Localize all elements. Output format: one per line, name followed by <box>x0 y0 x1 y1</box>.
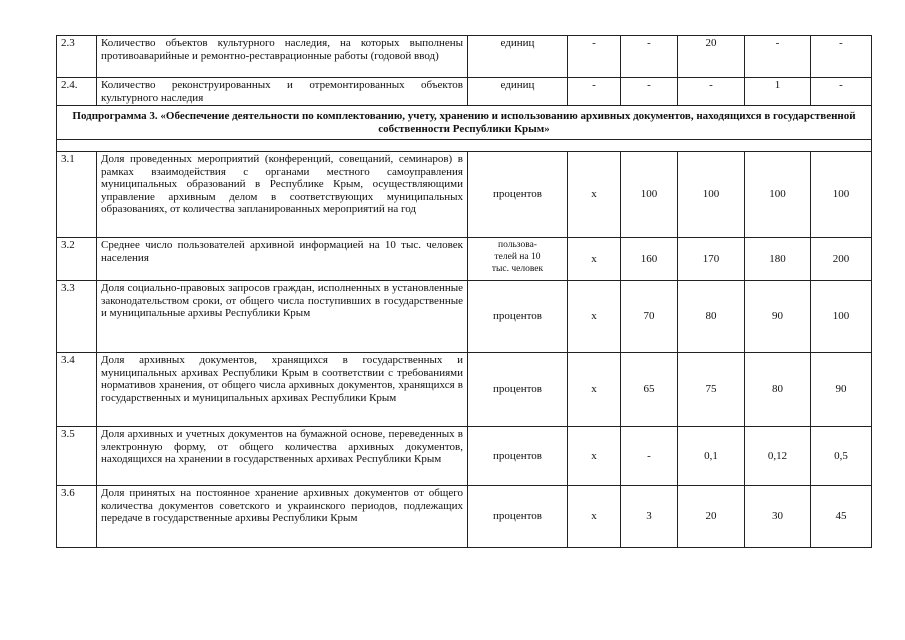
subprogram-title: Подпрограмма 3. «Обеспечение деятельности по комплектованию, учету, хранению и использованию архивных документов, находящихся в государственной собственности Республики Крым» <box>57 106 872 140</box>
value-cell: - <box>678 78 745 106</box>
value-cell: 200 <box>811 238 872 281</box>
value-cell: x <box>568 152 621 238</box>
value-cell: 0,12 <box>745 427 811 486</box>
indicator-name: Доля принятых на постоянное хранение архивных документов от общего количества документов советского и украинского периодов, подлежащих передаче в государственные архивы Республики Крым <box>97 486 468 548</box>
value-cell: 3 <box>621 486 678 548</box>
value-cell: 100 <box>811 152 872 238</box>
row-number: 3.3 <box>57 281 97 353</box>
value-cell: 1 <box>745 78 811 106</box>
table-row <box>57 427 872 486</box>
value-cell: 170 <box>678 238 745 281</box>
value-cell: 70 <box>621 281 678 353</box>
value-cell: 80 <box>678 281 745 353</box>
unit-cell: пользова- телей на 10 тыс. человек <box>468 238 568 281</box>
subprogram-row <box>57 106 872 140</box>
value-cell: 180 <box>745 238 811 281</box>
value-cell: 90 <box>811 353 872 427</box>
row-number: 3.2 <box>57 238 97 281</box>
value-cell: 100 <box>745 152 811 238</box>
value-cell: - <box>811 78 872 106</box>
value-cell: 65 <box>621 353 678 427</box>
row-number: 3.5 <box>57 427 97 486</box>
value-cell: 160 <box>621 238 678 281</box>
empty-cell <box>57 140 872 152</box>
value-cell: 75 <box>678 353 745 427</box>
indicator-name: Количество реконструированных и отремонтированных объектов культурного наследия <box>97 78 468 106</box>
value-cell: 80 <box>745 353 811 427</box>
value-cell: - <box>568 78 621 106</box>
value-cell: x <box>568 353 621 427</box>
indicator-name: Среднее число пользователей архивной информацией на 10 тыс. человек населения <box>97 238 468 281</box>
row-number: 3.1 <box>57 152 97 238</box>
indicator-name: Доля проведенных мероприятий (конференций, совещаний, семинаров) в рамках взаимодействия с органами местного самоуправления муниципальных образований в Республике Крым, осуществляющими управление архивным делом в соответствующих муниципальных образованиях, от количества запланированных мероприятий на год <box>97 152 468 238</box>
empty-row <box>57 140 872 152</box>
value-cell: - <box>568 36 621 78</box>
table-row <box>57 238 872 281</box>
value-cell: 45 <box>811 486 872 548</box>
table-row <box>57 353 872 427</box>
row-number: 2.3 <box>57 36 97 78</box>
value-cell: 20 <box>678 36 745 78</box>
value-cell: x <box>568 281 621 353</box>
value-cell: 20 <box>678 486 745 548</box>
row-number: 3.6 <box>57 486 97 548</box>
value-cell: x <box>568 486 621 548</box>
value-cell: 0,5 <box>811 427 872 486</box>
table-row <box>57 486 872 548</box>
unit-cell: единиц <box>468 78 568 106</box>
value-cell: 90 <box>745 281 811 353</box>
value-cell: - <box>621 427 678 486</box>
table-row <box>57 281 872 353</box>
value-cell: x <box>568 427 621 486</box>
table-row <box>57 36 872 78</box>
unit-cell: процентов <box>468 281 568 353</box>
indicator-name: Доля архивных документов, хранящихся в государственных и муниципальных архивах Республики Крым в соответствии с требованиями нормативов хранения, от общего числа архивных документов, хранящихся в государственных и муниципальных архивах Республики Крым <box>97 353 468 427</box>
unit-cell: процентов <box>468 152 568 238</box>
unit-cell: процентов <box>468 427 568 486</box>
unit-cell: единиц <box>468 36 568 78</box>
indicator-name: Количество объектов культурного наследия, на которых выполнены противоаварийные и ремонтно-реставрационные работы (годовой ввод) <box>97 36 468 78</box>
value-cell: 100 <box>621 152 678 238</box>
row-number: 2.4. <box>57 78 97 106</box>
unit-cell: процентов <box>468 486 568 548</box>
value-cell: - <box>745 36 811 78</box>
row-number: 3.4 <box>57 353 97 427</box>
value-cell: 100 <box>811 281 872 353</box>
unit-cell: процентов <box>468 353 568 427</box>
indicator-name: Доля социально-правовых запросов граждан, исполненных в установленные законодательством сроки, от общего числа поступивших в государственные и муниципальные архивы Республики Крым <box>97 281 468 353</box>
value-cell: - <box>621 36 678 78</box>
table-row <box>57 78 872 106</box>
value-cell: 30 <box>745 486 811 548</box>
value-cell: 100 <box>678 152 745 238</box>
indicators-table <box>56 35 872 548</box>
indicator-name: Доля архивных и учетных документов на бумажной основе, переведенных в электронную форму, от общего количества архивных документов, находящихся на хранении в государственных архивах Республики Крым <box>97 427 468 486</box>
value-cell: - <box>621 78 678 106</box>
value-cell: x <box>568 238 621 281</box>
value-cell: - <box>811 36 872 78</box>
value-cell: 0,1 <box>678 427 745 486</box>
table-row <box>57 152 872 238</box>
